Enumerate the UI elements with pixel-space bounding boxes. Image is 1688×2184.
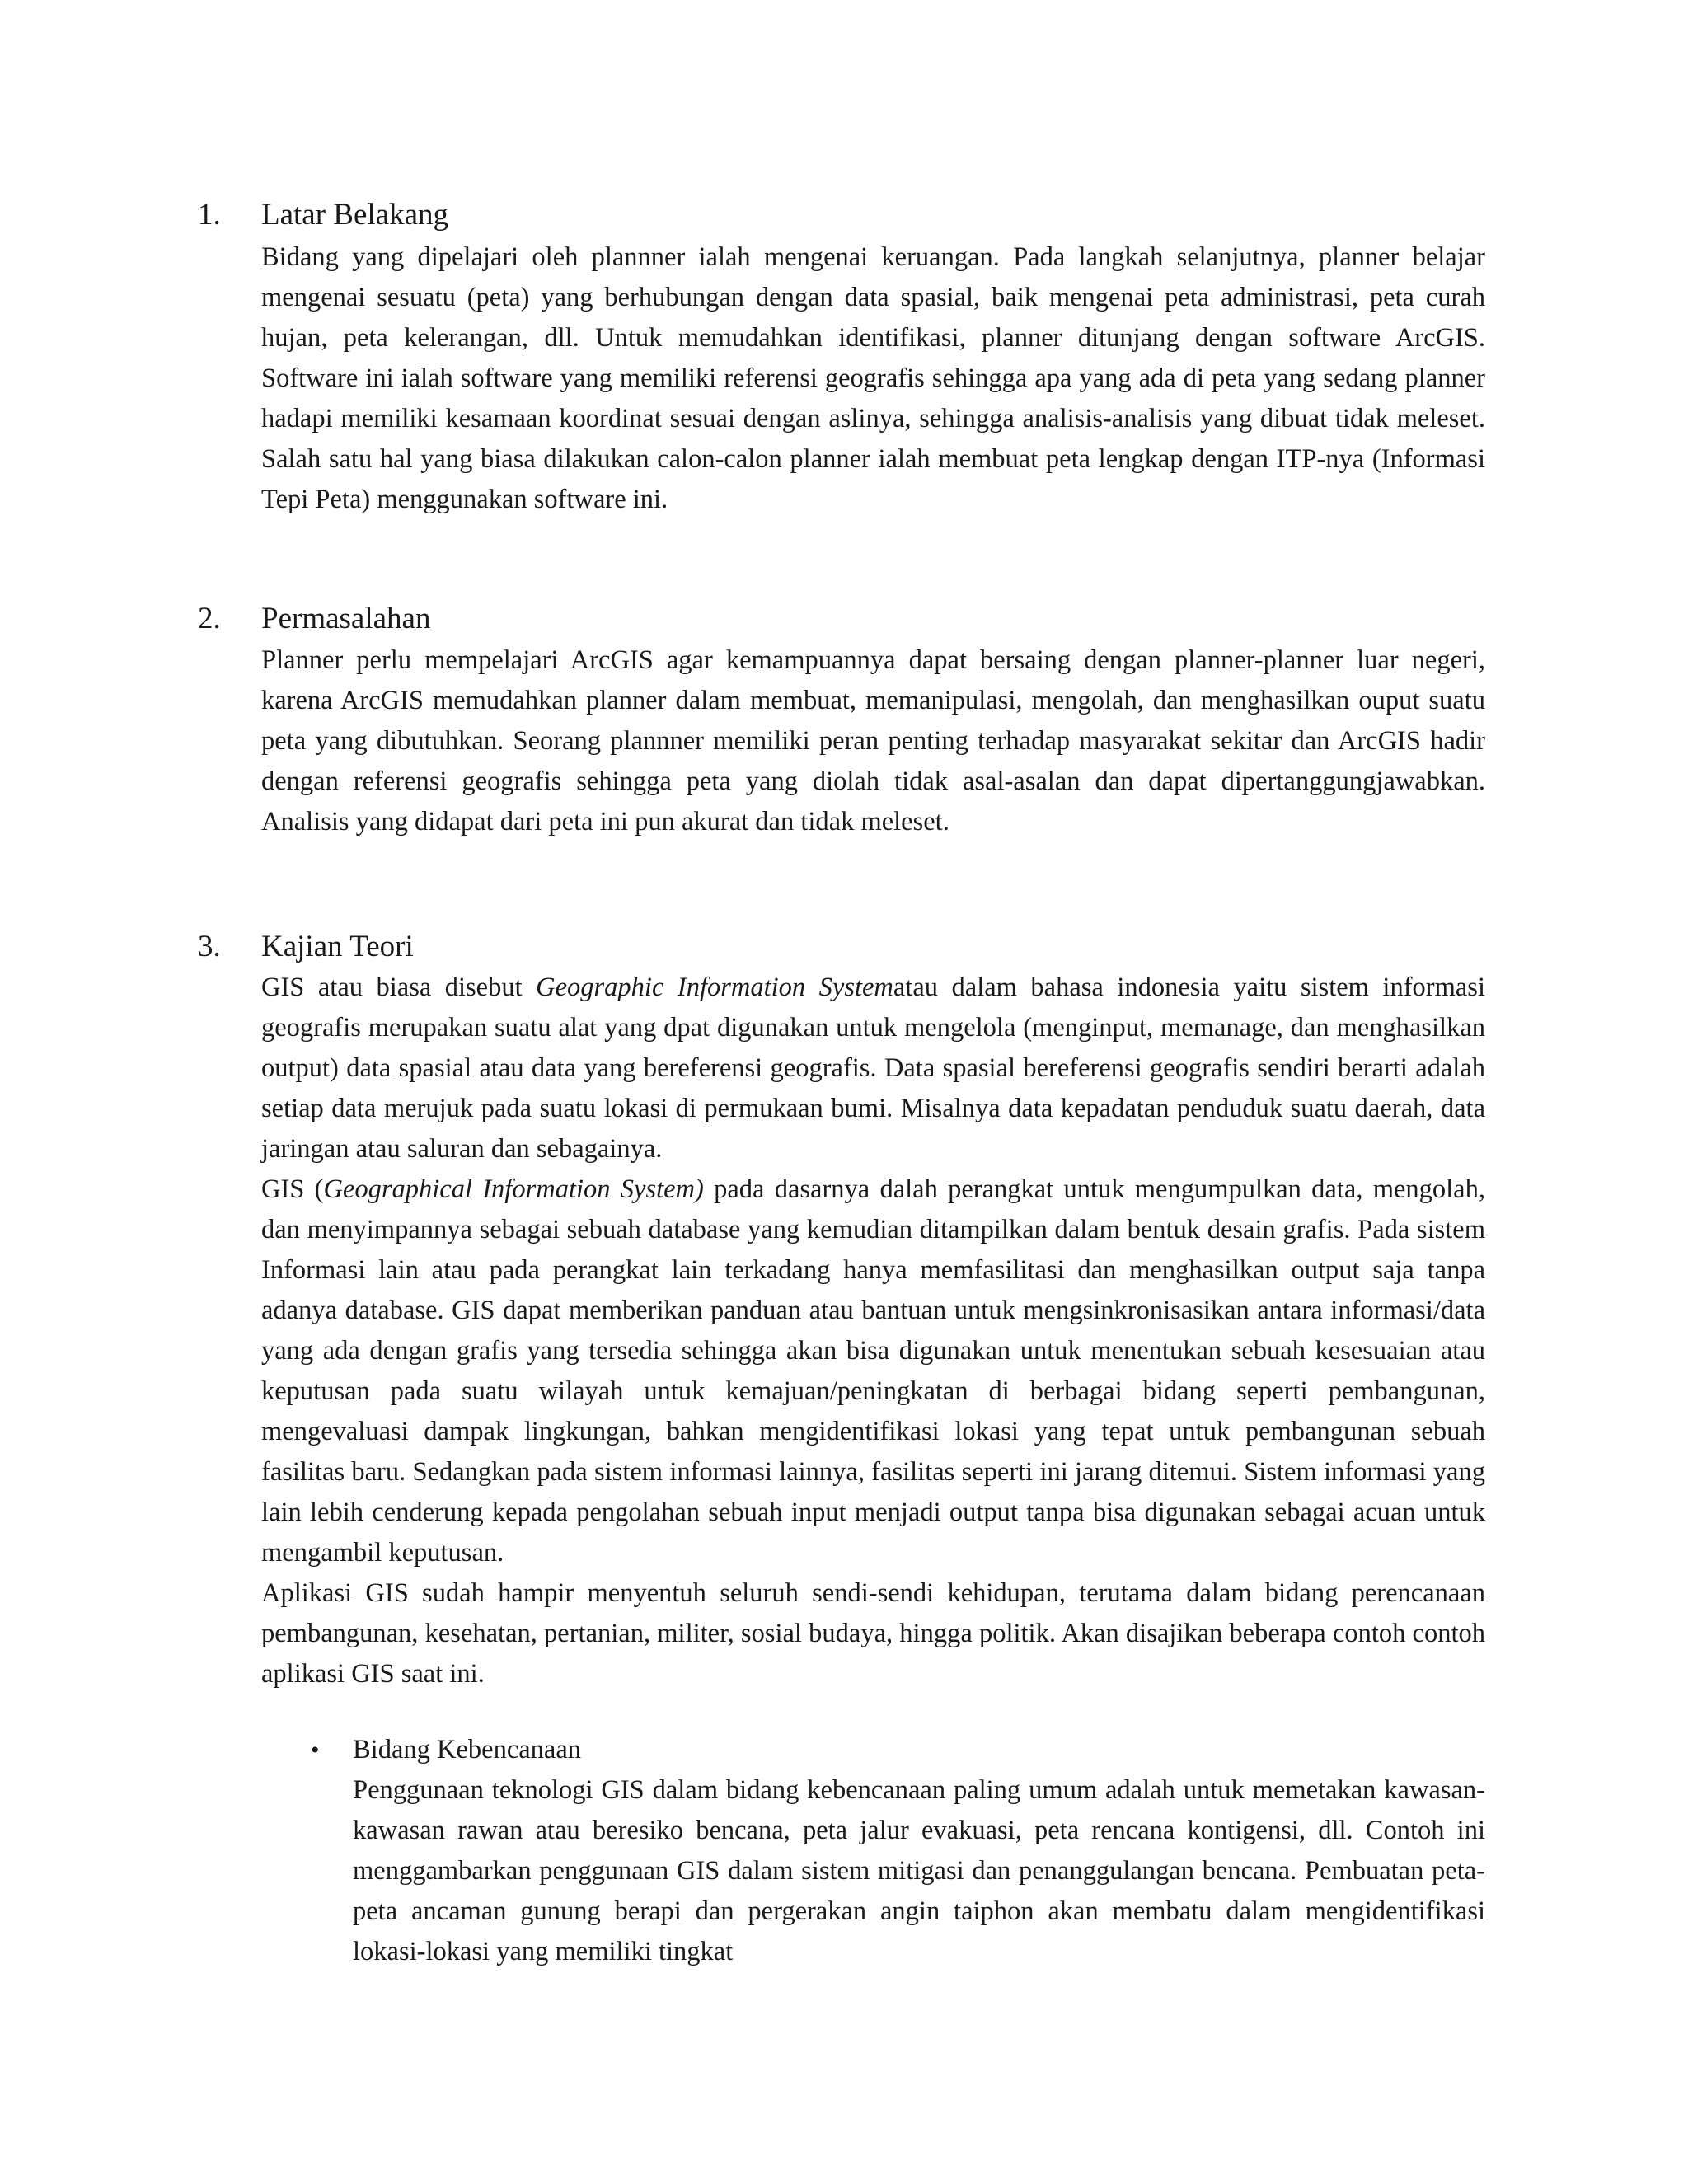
- paragraph: Bidang yang dipelajari oleh plannner ialah mengenai keruangan. Pada langkah selanjutnya, planner belajar mengenai sesuatu (peta) yang berhubungan dengan data spasial, baik mengenai peta administrasi, peta curah hujan, peta kelerangan, dll. Untuk memudahkan identifikasi, planner ditunjang dengan software ArcGIS. Software ini ialah software yang memiliki referensi geografis sehingga apa yang ada di peta yang sedang planner hadapi memiliki kesamaan koordinat sesuai dengan aslinya, sehingga analisis-analisis yang dibuat tidak meleset. Salah satu hal yang biasa dilakukan calon-calon planner ialah membuat peta lengkap dengan ITP-nya (Informasi Tepi Peta) menggunakan software ini.: [261, 242, 1485, 514]
- paragraph-gis-definition: [261, 968, 1485, 1169]
- italic-term: Geographical Information System): [323, 1174, 704, 1204]
- section-number: 3.: [198, 930, 221, 963]
- section-title: Kajian Teori: [261, 930, 414, 963]
- text-run: atau dalam bahasa indonesia yaitu sistem informasi geografis merupakan suatu alat yang dpat digunakan untuk mengelola (menginput, memanage, dan menghasilkan output) data spasial atau data yang bereferensi geografis. Data spasial bereferensi geografis sendiri berarti adalah setiap data merujuk pada suatu lokasi di permukaan bumi. Misalnya data kepadatan penduduk suatu daerah, data jaringan atau saluran dan sebagainya.: [261, 972, 1485, 1164]
- paragraph: Penggunaan teknologi GIS dalam bidang kebencanaan paling umum adalah untuk memetakan kawasan-kawasan rawan atau beresiko bencana, peta jalur evakuasi, peta rencana kontigensi, dll. Contoh ini menggambarkan penggunaan GIS dalam sistem mitigasi dan penanggulangan bencana. Pembuatan peta-peta ancaman gunung berapi dan pergerakan angin taiphon akan membatu dalam mengidentifikasi lokasi-lokasi yang memiliki tingkat: [353, 1775, 1485, 1966]
- text-run: GIS (: [261, 1174, 324, 1204]
- text-run: GIS atau biasa disebut: [261, 972, 537, 1002]
- section-number: 2.: [198, 602, 221, 635]
- paragraph-gis-function: [261, 1169, 1485, 1573]
- section-title: Permasalahan: [261, 602, 431, 635]
- section-body: [261, 640, 1485, 842]
- section-title: Latar Belakang: [261, 198, 449, 232]
- bullet-marker: •: [311, 1736, 320, 1764]
- paragraph-gis-applications: Aplikasi GIS sudah hampir menyentuh seluruh sendi-sendi kehidupan, terutama dalam bidang perencanaan pembangunan, kesehatan, pertanian, militer, sosial budaya, hingga politik. Akan disajikan beberapa contoh contoh aplikasi GIS saat ini.: [261, 1578, 1485, 1689]
- section-body: [261, 237, 1485, 520]
- section-number: 1.: [198, 198, 221, 232]
- italic-term: Geographic Information System: [536, 972, 893, 1002]
- text-run: pada dasarnya dalah perangkat untuk mengumpulkan data, mengolah, dan menyimpannya sebagai sebuah database yang kemudian ditampilkan dalam bentuk desain grafis. Pada sistem Informasi lain atau pada perangkat lain terkadang hanya memfasilitasi dan menghasilkan output saja tanpa adanya database. GIS dapat memberikan panduan atau bantuan untuk mengsinkronisasikan antara informasi/data yang ada dengan grafis yang tersedia sehingga akan bisa digunakan untuk menentukan sebuah kesesuaian atau keputusan pada suatu wilayah untuk kemajuan/peningkatan di berbagai bidang seperti pembangunan, mengevaluasi dampak lingkungan, bahkan mengidentifikasi lokasi yang tepat untuk pembangunan sebuah fasilitas baru. Sedangkan pada sistem informasi lainnya, fasilitas seperti ini jarang ditemui. Sistem informasi yang lain lebih cenderung kepada pengolahan sebuah input menjadi output tanpa bisa digunakan sebagai acuan untuk mengambil keputusan.: [261, 1174, 1485, 1568]
- paragraph: Planner perlu mempelajari ArcGIS agar kemampuannya dapat bersaing dengan planner-planner luar negeri, karena ArcGIS memudahkan planner dalam membuat, memanipulasi, mengolah, dan menghasilkan ouput suatu peta yang dibutuhkan. Seorang plannner memiliki peran penting terhadap masyarakat sekitar dan ArcGIS hadir dengan referensi geografis sehingga peta yang diolah tidak asal-asalan dan dapat dipertanggungjawabkan. Analisis yang didapat dari peta ini pun akurat dan tidak meleset.: [261, 645, 1485, 837]
- bullet-body: [353, 1770, 1485, 1972]
- bullet-title: Bidang Kebencanaan: [353, 1735, 582, 1765]
- section-body: [261, 968, 1485, 1694]
